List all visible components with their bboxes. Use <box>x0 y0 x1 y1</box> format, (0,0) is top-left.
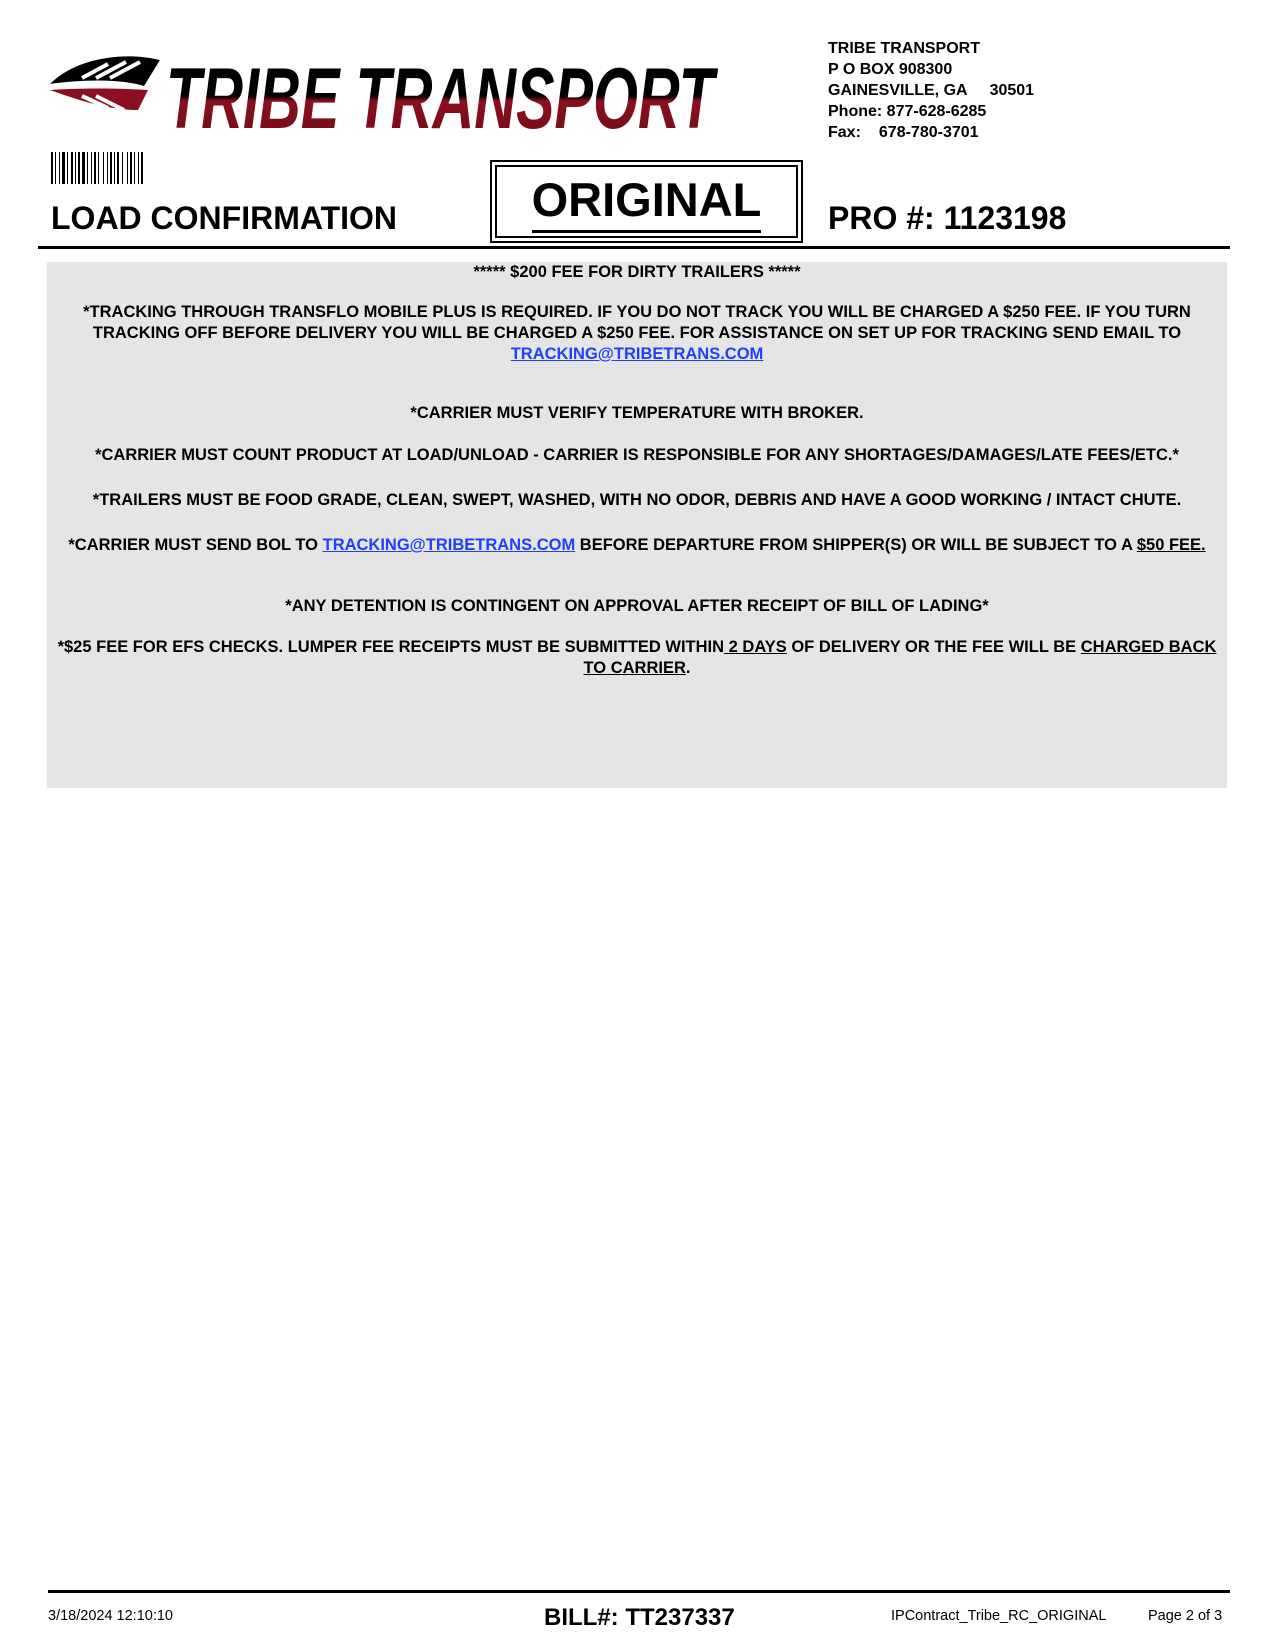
barcode-bar <box>107 152 108 184</box>
print-datetime: 3/18/2024 12:10:10 <box>48 1608 173 1624</box>
barcode-bar <box>134 152 135 184</box>
barcode-bar <box>82 152 85 184</box>
notice-trailers: *TRAILERS MUST BE FOOD GRADE, CLEAN, SWEPT, WASHED, WITH NO ODOR, DEBRIS AND HAVE A GOOD WORKING / INTACT CHUTE. <box>92 491 1182 509</box>
footer-divider <box>48 1590 1230 1593</box>
barcode-bar <box>62 152 65 184</box>
company-zip: 30501 <box>989 82 1035 99</box>
notice-efs-days: 2 DAYS <box>724 638 787 656</box>
notice-detention: *ANY DETENTION IS CONTINGENT ON APPROVAL AFTER RECEIPT OF BILL OF LADING* <box>285 597 989 615</box>
barcode-bar <box>67 152 68 184</box>
phone-label: Phone: <box>828 103 883 120</box>
barcode-bar <box>71 152 73 184</box>
original-stamp-inner <box>495 165 798 238</box>
barcode-bar <box>78 152 80 184</box>
bill-number: TT237337 <box>625 1604 735 1631</box>
phone-number: 877-628-6285 <box>886 103 987 120</box>
form-name: IPContract_Tribe_RC_ORIGINAL <box>891 1608 1107 1624</box>
barcode-bar <box>75 152 76 184</box>
company-fax-line <box>828 122 1034 143</box>
fax-number: 678-780-3701 <box>878 124 979 141</box>
company-logo <box>48 48 720 140</box>
notice-efs <box>53 637 1221 679</box>
company-city-state: GAINESVILLE, GA <box>828 82 968 99</box>
notice-efs-charged: CHARGED BACK TO CARRIER <box>583 638 1217 677</box>
carrier-requirements-panel <box>47 262 1227 788</box>
header-divider <box>38 246 1230 249</box>
company-address-block <box>828 38 1034 143</box>
barcode-bar <box>130 152 132 184</box>
barcode-graphic <box>51 152 163 184</box>
fax-label: Fax: <box>828 124 861 141</box>
notice-temperature: *CARRIER MUST VERIFY TEMPERATURE WITH BROKER. <box>410 404 864 422</box>
document-title: LOAD CONFIRMATION <box>51 200 398 236</box>
notice-efs-end: . <box>685 659 691 677</box>
company-phone-line <box>828 101 1034 122</box>
company-name: TRIBE TRANSPORT <box>828 40 980 57</box>
bol-email-link[interactable]: TRACKING@TRIBETRANS.COM <box>322 536 576 554</box>
page-indicator: Page 2 of 3 <box>1148 1608 1223 1624</box>
notice-bol-suffix: BEFORE DEPARTURE FROM SHIPPER(S) OR WILL BE SUBJECT TO A <box>575 536 1137 554</box>
bill-label: BILL#: <box>544 1604 619 1631</box>
logo-wordmark: TRIBE TRANSPORT <box>166 51 719 140</box>
company-city-line <box>828 80 1034 101</box>
tracking-email-link[interactable]: TRACKING@TRIBETRANS.COM <box>510 345 764 363</box>
barcode-bar <box>91 152 92 184</box>
pro-label: PRO #: <box>828 200 935 236</box>
notice-efs-middle: OF DELIVERY OR THE FEE WILL BE <box>786 638 1081 656</box>
barcode-bar <box>51 152 53 184</box>
tribe-transport-logo-graphic <box>48 48 720 140</box>
company-address-line: P O BOX 908300 <box>828 61 953 78</box>
barcode-bar <box>114 152 115 184</box>
barcode-bar <box>94 152 96 184</box>
notice-efs-prefix: *$25 FEE FOR EFS CHECKS. LUMPER FEE RECEIPTS MUST BE SUBMITTED WITHIN <box>57 638 725 656</box>
barcode-bar <box>103 152 104 184</box>
pro-number-line <box>828 200 1066 237</box>
leaf-emblem-icon <box>50 56 160 110</box>
barcode-bar <box>122 152 123 184</box>
original-stamp-text: ORIGINAL <box>532 172 762 233</box>
original-stamp <box>490 160 803 243</box>
barcode-bar <box>117 152 119 184</box>
bill-number-line <box>544 1604 735 1632</box>
notice-bol <box>53 535 1221 556</box>
barcode-bar <box>127 152 128 184</box>
barcode-bar <box>59 152 60 184</box>
pro-number: 1123198 <box>943 200 1067 236</box>
barcode-bar <box>87 152 88 184</box>
notice-bol-fee: $50 FEE. <box>1136 536 1206 554</box>
notice-tracking <box>53 302 1221 365</box>
notice-bol-prefix: *CARRIER MUST SEND BOL TO <box>68 536 323 554</box>
barcode <box>51 152 163 184</box>
notice-tracking-text: *TRACKING THROUGH TRANSFLO MOBILE PLUS IS REQUIRED. IF YOU DO NOT TRACK YOU WILL BE CHARGED A $250 FEE. IF YOU TURN TRACKING OFF BEFORE DELIVERY YOU WILL BE CHARGED A $250 FEE. FOR ASSISTANCE ON SET UP FOR TRACKING SEND EMAIL TO <box>83 303 1191 342</box>
notice-dirty-trailers: ***** $200 FEE FOR DIRTY TRAILERS ***** <box>473 263 801 281</box>
barcode-bar <box>98 152 99 184</box>
barcode-bar <box>55 152 56 184</box>
barcode-bar <box>110 152 112 184</box>
notice-count-product: *CARRIER MUST COUNT PRODUCT AT LOAD/UNLOAD - CARRIER IS RESPONSIBLE FOR ANY SHORTAGES/DAMAGES/LATE FEES/ETC.* <box>95 446 1179 464</box>
barcode-bar <box>141 152 143 184</box>
barcode-bar <box>138 152 139 184</box>
